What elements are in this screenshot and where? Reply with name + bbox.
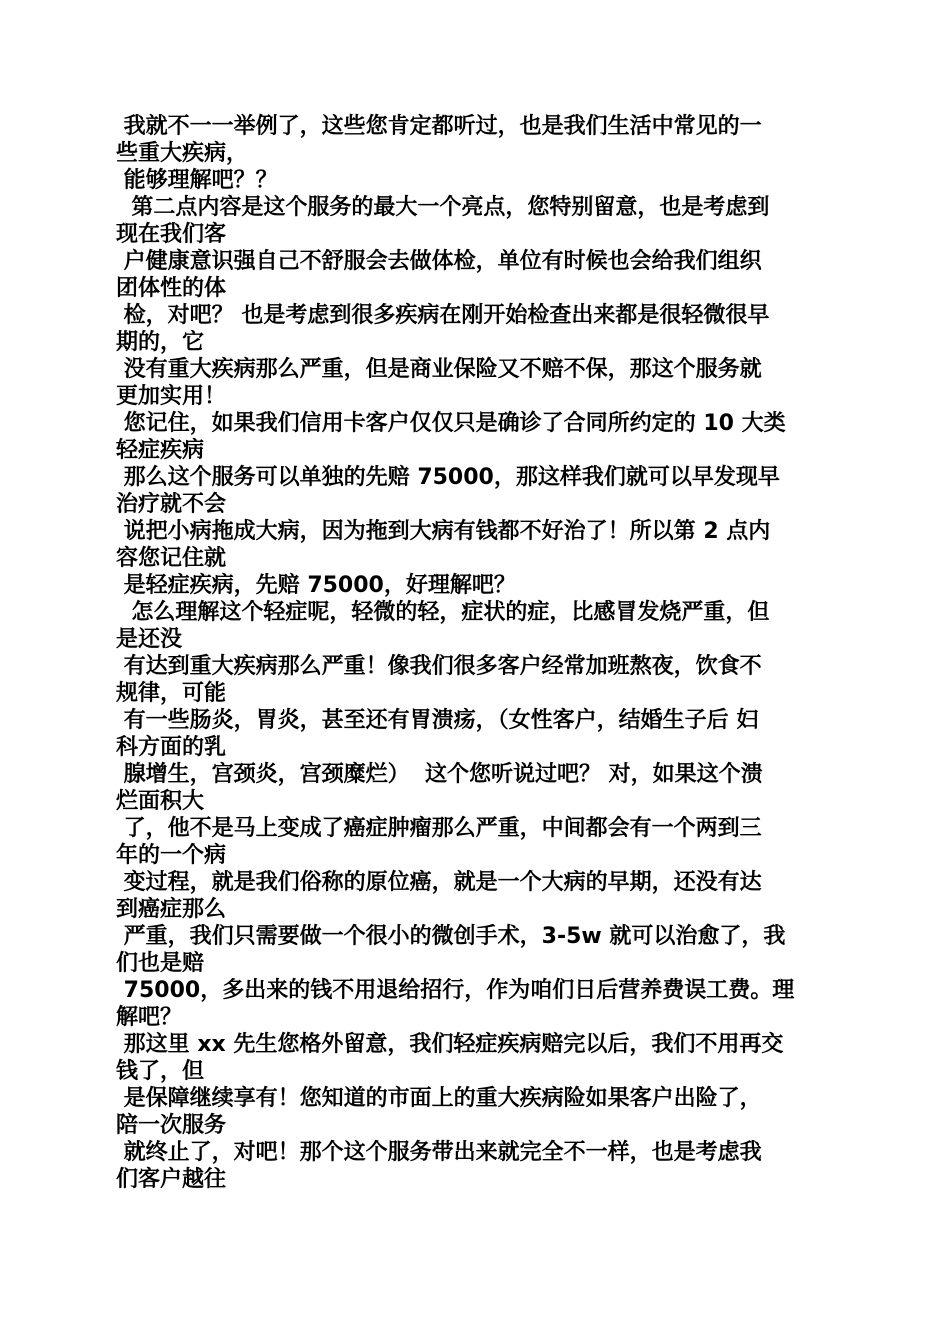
text-line: 腺增生，宫颈炎，宫颈糜烂） 这个您听说过吧？ 对，如果这个溃 <box>116 762 763 787</box>
text-line: 科方面的乳 <box>116 735 227 760</box>
text-line: 户健康意识强自己不舒服会去做体检，单位有时候也会给我们组织 <box>116 249 762 274</box>
text-line: 烂面积大 <box>116 789 205 814</box>
text-line: 容您记住就 <box>116 546 227 571</box>
text-line: 是还没 <box>116 627 183 652</box>
text-line: 说把小病拖成大病，因为拖到大病有钱都不好治了！所以第 2 点内 <box>116 519 771 544</box>
text-line: 第二点内容是这个服务的最大一个亮点，您特别留意，也是考虑到 <box>116 195 770 220</box>
text-line: 您记住，如果我们信用卡客户仅仅只是确诊了合同所约定的 10 大类 <box>116 411 786 436</box>
text-line: 那这里 xx 先生您格外留意，我们轻症疾病赔完以后，我们不用再交 <box>116 1032 784 1057</box>
text-line: 是保障继续享有！您知道的市面上的重大疾病险如果客户出险了， <box>116 1086 762 1111</box>
text-line: 陪一次服务 <box>116 1113 227 1138</box>
text-line: 了，他不是马上变成了癌症肿瘤那么严重，中间都会有一个两到三 <box>116 816 762 841</box>
text-line: 钱了，但 <box>116 1059 205 1084</box>
text-line: 现在我们客 <box>116 222 227 247</box>
text-line: 团体性的体 <box>116 276 227 301</box>
text-line: 是轻症疾病，先赔 75000，好理解吧？ <box>116 573 516 598</box>
text-line: 我就不一一举例了，这些您肯定都听过，也是我们生活中常见的一 <box>116 114 762 139</box>
text-line: 年的一个病 <box>116 843 227 868</box>
text-line: 更加实用！ <box>116 384 227 409</box>
text-line: 规律，可能 <box>116 681 227 706</box>
text-line: 有达到重大疾病那么严重！像我们很多客户经常加班熬夜，饮食不 <box>116 654 762 679</box>
text-line: 们客户越往 <box>116 1167 227 1192</box>
document-body <box>116 113 836 1193</box>
text-line: 期的，它 <box>116 330 205 355</box>
text-line: 轻症疾病 <box>116 438 205 463</box>
text-line: 些重大疾病， <box>116 141 249 166</box>
text-line: 严重，我们只需要做一个很小的微创手术，3-5w 就可以治愈了，我 <box>116 924 786 949</box>
text-line: 有一些肠炎，胃炎，甚至还有胃溃疡，（女性客户，结婚生子后 妇 <box>116 708 759 733</box>
text-line: 变过程，就是我们俗称的原位癌，就是一个大病的早期，还没有达 <box>116 870 762 895</box>
text-line: 没有重大疾病那么严重，但是商业保险又不赔不保，那这个服务就 <box>116 357 762 382</box>
text-line: 75000，多出来的钱不用退给招行，作为咱们日后营养费误工费。理 <box>116 978 795 1003</box>
text-line: 们也是赔 <box>116 951 205 976</box>
text-line: 治疗就不会 <box>116 492 227 517</box>
text-line: 就终止了，对吧！那个这个服务带出来就完全不一样，也是考虑我 <box>116 1140 762 1165</box>
text-line: 那么这个服务可以单独的先赔 75000，那这样我们就可以早发现早 <box>116 465 780 490</box>
text-line: 能够理解吧？？ <box>116 168 278 193</box>
text-line: 解吧？ <box>116 1005 183 1030</box>
text-line: 到癌症那么 <box>116 897 227 922</box>
text-line: 怎么理解这个轻症呢，轻微的轻，症状的症，比感冒发烧严重，但 <box>116 600 770 625</box>
text-line: 检，对吧？ 也是考虑到很多疾病在刚开始检查出来都是很轻微很早 <box>116 303 770 328</box>
